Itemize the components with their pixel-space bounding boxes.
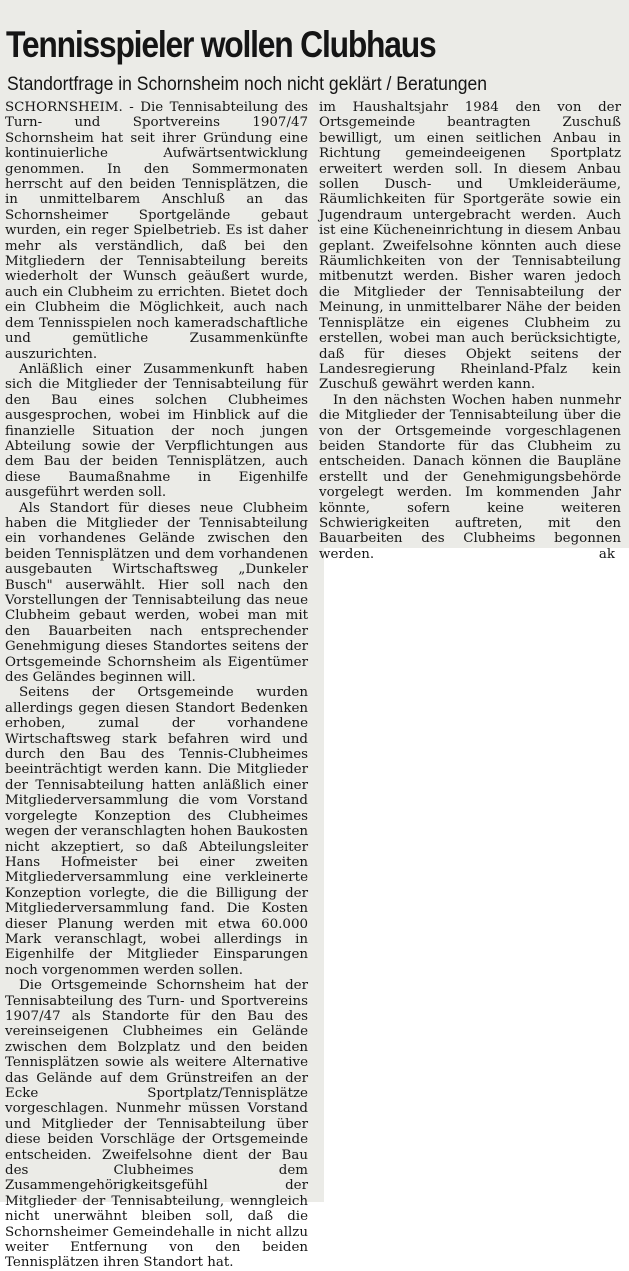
article-subheadline: Standortfrage in Schornsheim noch nicht geklärt / Beratungen: [7, 73, 487, 95]
article-headline: Tennisspieler wollen Clubhaus: [6, 24, 436, 65]
paragraph: SCHORNSHEIM. - Die Tennisabteilung des Turn- und Sportvereins 1907/47 Schornsheim hat seit ihrer Gründung eine kontinuierliche Aufwärtsentwicklung genommen. In den Sommermonaten herrscht auf den beiden Tennisplätzen, die in unmittelbarem Anschluß an das Schornsheimer Sportgelände gebaut wurden, ein reger Spielbetrieb. Es ist daher mehr als verständlich, daß bei den Mitgliedern der Tennisabteilung bereits wiederholt der Wunsch geäußert wurde, auch ein Clubheim zu errichten. Bietet doch ein Clubheim die Möglichkeit, auch nach dem Tennisspielen noch kameradschaftliche und gemütliche Zusammenkünfte auszurichten.: [5, 100, 308, 362]
paragraph: Seitens der Ortsgemeinde wurden allerdings gegen diesen Standort Bedenken erhoben, zumal der vorhandene Wirtschaftsweg stark befahren wird und durch den Bau des Tennis-Clubheimes beeinträchtigt werden kann. Die Mitglieder der Tennisabteilung hatten anläßlich einer Mitgliederversammlung die vom Vorstand vorgelegte Konzeption des Clubheimes wegen der veranschlagten hohen Baukosten nicht akzeptiert, so daß Abteilungsleiter Hans Hofmeister bei einer zweiten Mitgliederversammlung eine verkleinerte Konzeption vorlegte, die die Billigung der Mitgliederversammlung fand. Die Kosten dieser Planung werden mit etwa 60.000 Mark veranschlagt, wobei allerdings in Eigenhilfe der Mitglieder Einsparungen noch vorgenommen werden sollen.: [5, 685, 308, 978]
paragraph: Die Ortsgemeinde Schornsheim hat der Tennisabteilung des Turn- und Sportvereins 1907/47 als Standorte für den Bau des vereinseigenen Clubheimes ein Gelände zwischen dem Bolzplatz und den beiden Tennisplätzen sowie als weitere Alternative das Gelände auf dem Grünstreifen an der Ecke Sportplatz/Tennisplätze vorgeschlagen. Nunmehr müssen Vorstand und Mitglieder der Tennisabteilung über diese beiden Vorschläge der Ortsgemeinde entscheiden. Zweifelsohne dient der Bau des Clubheimes dem Zusammengehörigkeitsgefühl der Mitglieder der Tennisabteilung, wenngleich nicht unerwähnt bleiben soll, daß die Schornsheimer Gemeindehalle in nicht allzu weiter Entfernung von den beiden Tennisplätzen ihren Standort hat.: [5, 978, 308, 1271]
author-byline: ak: [598, 547, 615, 563]
article-column-right: [319, 100, 621, 563]
paragraph: im Haushaltsjahr 1984 den von der Ortsgemeinde beantragten Zuschuß bewilligt, um einen seitlichen Anbau in Richtung gemeindeeigenen Sportplatz erweitert werden soll. In diesem Anbau sollen Dusch- und Umkleideräume, Räumlichkeiten für Sportgeräte sowie ein Jugendraum untergebracht werden. Auch ist eine Kücheneinrichtung in diesem Anbau geplant. Zweifelsohne könnten auch diese Räumlichkeiten von der Tennisabteilung mitbenutzt werden. Bisher waren jedoch die Mitglieder der Tennisabteilung der Meinung, in unmittelbarer Nähe der beiden Tennisplätze ein eigenes Clubheim zu erstellen, wobei man auch berücksichtigte, daß für dieses Objekt seitens der Landesregierung Rheinland-Pfalz kein Zuschuß gewährt werden kann.: [319, 100, 621, 393]
paragraph: In den nächsten Wochen haben nunmehr die Mitglieder der Tennisabteilung über die von der Ortsgemeinde vorgeschlagenen beiden Standorte für das Clubheim zu entscheiden. Danach können die Baupläne erstellt und der Genehmigungsbehörde vorgelegt werden. Im kommenden Jahr könnte, sofern keine weiteren Schwierigkeiten auftreten, mit den Bauarbeiten des Clubheims begonnen werden.: [319, 392, 621, 562]
paragraph: Als Standort für dieses neue Clubheim haben die Mitglieder der Tennisabteilung ein vorhandenes Gelände zwischen den beiden Tennisplätzen und dem vorhandenen ausgebauten Wirtschaftsweg „Dunkeler Busch" auserwählt. Hier soll nach den Vorstellungen der Tennisabteilung das neue Clubheim gebaut werden, wobei man mit den Bauarbeiten nach entsprechender Genehmigung dieses Standortes seitens der Ortsgemeinde Schornsheim als Eigentümer des Geländes beginnen will.: [5, 500, 308, 686]
article-column-left: [5, 100, 308, 1271]
paragraph: Anläßlich einer Zusammenkunft haben sich die Mitglieder der Tennisabteilung für den Bau eines solchen Clubheimes ausgesprochen, wobei im Hinblick auf die finanzielle Situation der noch jungen Abteilung sowie der Verpflichtungen aus dem Bau der beiden Tennisplätzen, auch diese Baumaßnahme in Eigenhilfe ausgeführt werden soll.: [5, 361, 308, 501]
